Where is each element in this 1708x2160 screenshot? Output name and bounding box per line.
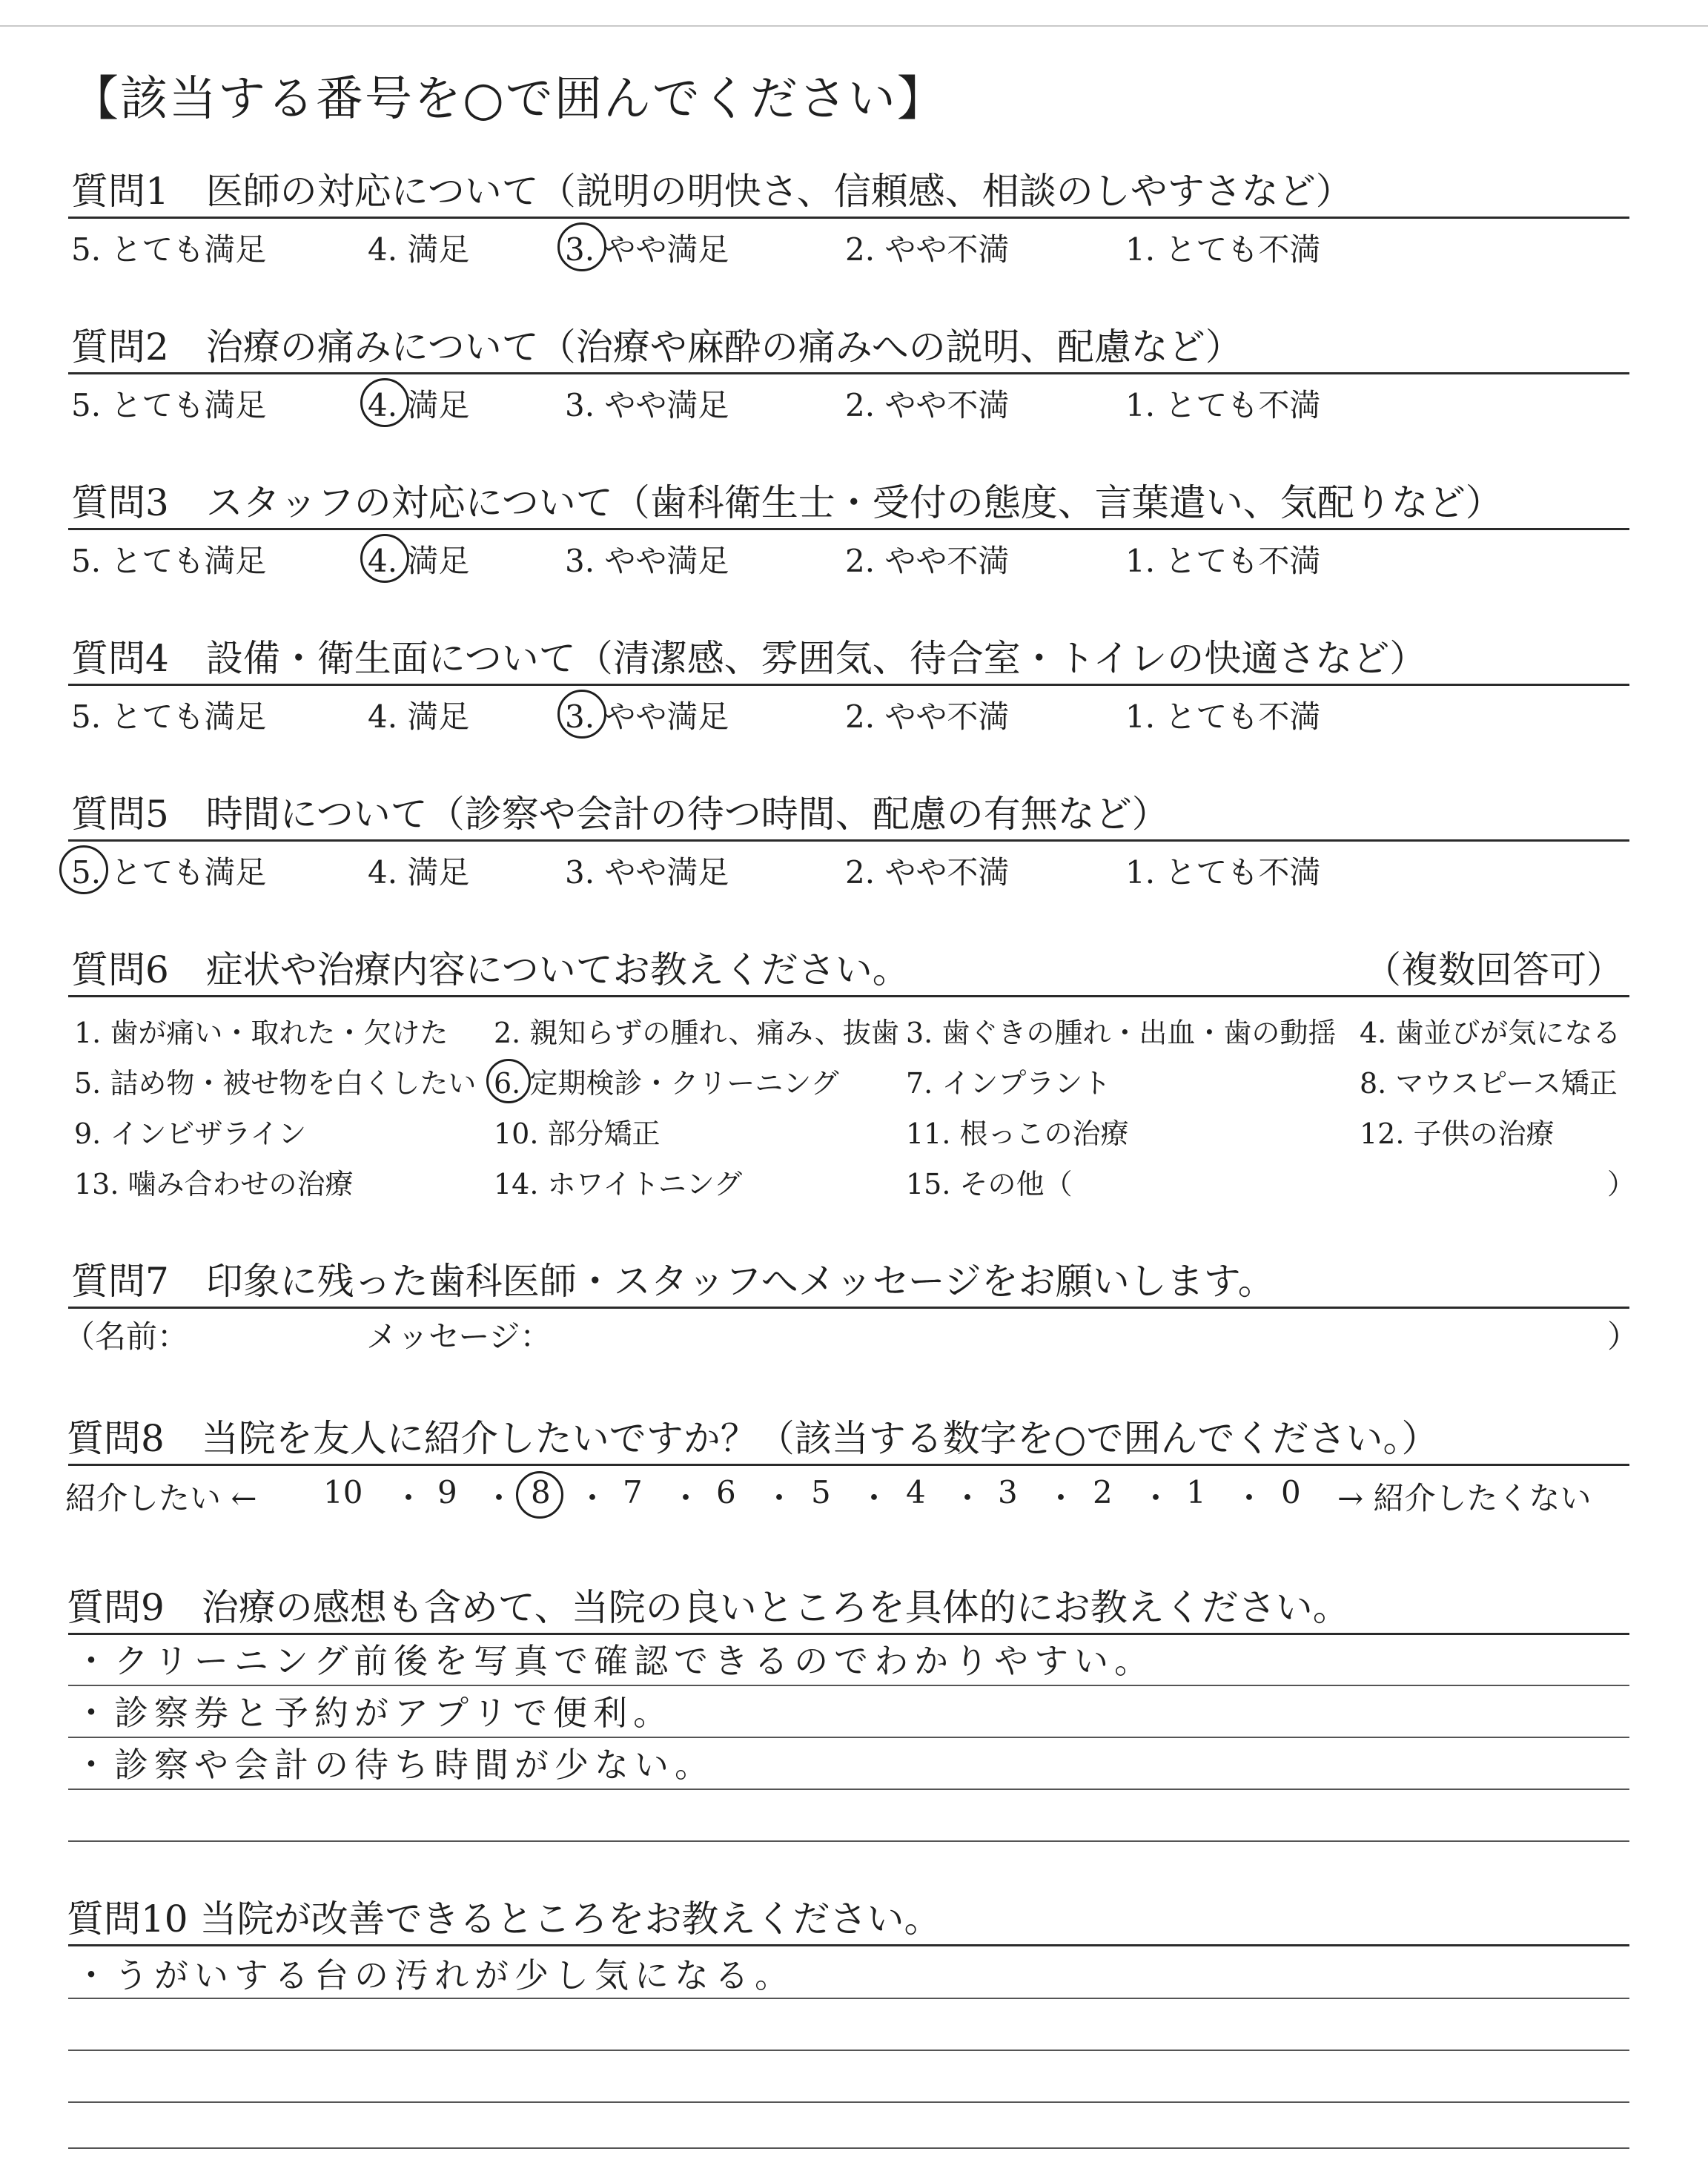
- q4-title: 質問4 設備・衛生面について（清潔感、雰囲気、待合室・トイレの快適さなど）: [71, 637, 1427, 680]
- q8-scale-6[interactable]: 6: [716, 1474, 736, 1510]
- q1-option-5[interactable]: 5. とても満足: [71, 231, 267, 268]
- q10-write-line: [68, 1998, 1629, 1999]
- q8-scale-3[interactable]: 3: [998, 1474, 1018, 1510]
- instruction-heading: 【該当する番号を○で囲んでください】: [71, 72, 946, 127]
- q5-rule: [68, 839, 1629, 842]
- q6-option-9[interactable]: 9. インビザライン: [74, 1117, 307, 1150]
- q6-option-14[interactable]: 14. ホワイトニング: [494, 1168, 743, 1200]
- q6-title: 質問6 症状や治療内容についてお教えください。: [71, 948, 910, 991]
- q6-option-6[interactable]: 6. 定期検診・クリーニング: [494, 1067, 839, 1100]
- q7-rule: [68, 1307, 1629, 1309]
- q2-selected-circle: [360, 378, 409, 427]
- q8-scale-0[interactable]: 0: [1281, 1474, 1301, 1510]
- q1-option-1[interactable]: 1. とても不満: [1125, 231, 1321, 268]
- q6-selected-circle: [486, 1059, 531, 1103]
- q8-separator: ・: [1045, 1480, 1077, 1516]
- q6-rule: [68, 995, 1629, 997]
- q8-separator: ・: [393, 1480, 425, 1516]
- q4-option-2[interactable]: 2. やや不満: [845, 698, 1010, 735]
- q1-rule: [68, 217, 1629, 219]
- q8-scale-2[interactable]: 2: [1093, 1474, 1113, 1510]
- q8-scale-10[interactable]: 10: [323, 1474, 363, 1510]
- q4-option-1[interactable]: 1. とても不満: [1125, 698, 1321, 735]
- q6-option-1[interactable]: 1. 歯が痛い・取れた・欠けた: [74, 1017, 448, 1049]
- page-top-edge: [0, 0, 1708, 27]
- q3-title: 質問3 スタッフの対応について（歯科衛生士・受付の態度、言葉遣い、気配りなど）: [71, 481, 1503, 524]
- q8-scale-7[interactable]: 7: [623, 1474, 643, 1510]
- q8-separator: ・: [577, 1480, 609, 1516]
- q1-title: 質問1 医師の対応について（説明の明快さ、信頼感、相談のしやすさなど）: [71, 170, 1353, 213]
- q9-answer-2: ・診察券と予約がアプリで便利。: [74, 1693, 674, 1733]
- q3-option-1[interactable]: 1. とても不満: [1125, 543, 1321, 579]
- q7-name-label: （名前：: [64, 1318, 189, 1355]
- q8-separator: ・: [858, 1480, 890, 1516]
- q9-write-line: [68, 1840, 1629, 1842]
- q2-option-1[interactable]: 1. とても不満: [1125, 387, 1321, 423]
- q10-write-line: [68, 2050, 1629, 2051]
- q6-option-11[interactable]: 11. 根っこの治療: [906, 1117, 1129, 1150]
- q3-option-3[interactable]: 3. やや満足: [565, 543, 729, 579]
- q1-option-2[interactable]: 2. やや不満: [845, 231, 1010, 268]
- q1-option-3[interactable]: 3. やや満足: [565, 231, 729, 268]
- q3-option-4[interactable]: 4. 満足: [368, 543, 470, 579]
- q10-title: 質問10 当院が改善できるところをお教えください。: [67, 1898, 941, 1941]
- q5-option-2[interactable]: 2. やや不満: [845, 854, 1010, 891]
- q8-separator: ・: [764, 1480, 795, 1516]
- q6-other-close: ）: [1607, 1168, 1636, 1200]
- q8-scale-9[interactable]: 9: [437, 1474, 457, 1510]
- q5-option-5[interactable]: 5. とても満足: [71, 854, 267, 891]
- q8-right-label: → 紹介したくない: [1337, 1480, 1592, 1516]
- q1-option-4[interactable]: 4. 満足: [368, 231, 470, 268]
- q8-selected-circle: [516, 1471, 563, 1519]
- q9-answer-1: ・クリーニング前後を写真で確認できるのでわかりやすい。: [74, 1641, 1155, 1681]
- q8-separator: ・: [1234, 1480, 1265, 1516]
- q2-option-3[interactable]: 3. やや満足: [565, 387, 729, 423]
- q10-answer-1: ・うがいする台の汚れが少し気になる。: [74, 1955, 795, 1995]
- q6-option-3[interactable]: 3. 歯ぐきの腫れ・出血・歯の動揺: [906, 1017, 1337, 1049]
- q8-scale-8[interactable]: 8: [531, 1474, 551, 1510]
- q1-selected-circle: [557, 222, 606, 271]
- q8-rule: [68, 1464, 1629, 1466]
- q3-option-2[interactable]: 2. やや不満: [845, 543, 1010, 579]
- q6-option-13[interactable]: 13. 噛み合わせの治療: [74, 1168, 354, 1200]
- q6-option-4[interactable]: 4. 歯並びが気になる: [1360, 1017, 1621, 1049]
- q8-separator: ・: [1140, 1480, 1172, 1516]
- q9-answer-3: ・診察や会計の待ち時間が少ない。: [74, 1745, 715, 1785]
- q6-option-8[interactable]: 8. マウスピース矯正: [1360, 1067, 1618, 1100]
- q10-write-line: [68, 2101, 1629, 2103]
- q7-close: ）: [1607, 1318, 1639, 1355]
- q9-title: 質問9 治療の感想も含めて、当院の良いところを具体的にお教えください。: [67, 1586, 1350, 1629]
- q3-selected-circle: [360, 534, 409, 583]
- q8-scale-1[interactable]: 1: [1186, 1474, 1206, 1510]
- q6-option-2[interactable]: 2. 親知らずの腫れ、痛み、抜歯: [494, 1017, 899, 1049]
- q2-title: 質問2 治療の痛みについて（治療や麻酔の痛みへの説明、配慮など）: [71, 326, 1242, 369]
- q8-scale-4[interactable]: 4: [906, 1474, 926, 1510]
- q7-title: 質問7 印象に残った歯科医師・スタッフへメッセージをお願いします。: [71, 1260, 1275, 1303]
- q2-option-5[interactable]: 5. とても満足: [71, 387, 267, 423]
- q6-option-12[interactable]: 12. 子供の治療: [1360, 1117, 1555, 1150]
- q8-left-label: 紹介したい ←: [65, 1480, 257, 1516]
- q8-separator: ・: [952, 1480, 984, 1516]
- q5-option-4[interactable]: 4. 満足: [368, 854, 470, 891]
- q6-option-5[interactable]: 5. 詰め物・被せ物を白くしたい: [74, 1067, 477, 1100]
- q5-selected-circle: [59, 845, 108, 894]
- q9-write-line: [68, 1789, 1629, 1790]
- q6-note: （複数回答可）: [1364, 948, 1623, 991]
- q5-option-3[interactable]: 3. やや満足: [565, 854, 729, 891]
- q5-option-1[interactable]: 1. とても不満: [1125, 854, 1321, 891]
- q10-rule: [68, 1944, 1629, 1946]
- q7-message-label: メッセージ：: [366, 1318, 552, 1355]
- q2-option-4[interactable]: 4. 満足: [368, 387, 470, 423]
- q6-option-15[interactable]: 15. その他（: [906, 1168, 1073, 1200]
- q4-option-5[interactable]: 5. とても満足: [71, 698, 267, 735]
- q2-rule: [68, 372, 1629, 374]
- q8-separator: ・: [670, 1480, 702, 1516]
- q8-separator: ・: [483, 1480, 515, 1516]
- q8-scale-5[interactable]: 5: [811, 1474, 831, 1510]
- q5-title: 質問5 時間について（診察や会計の待つ時間、配慮の有無など）: [71, 793, 1169, 836]
- q2-option-2[interactable]: 2. やや不満: [845, 387, 1010, 423]
- q3-rule: [68, 528, 1629, 530]
- q4-rule: [68, 684, 1629, 686]
- q4-option-4[interactable]: 4. 満足: [368, 698, 470, 735]
- q4-option-3[interactable]: 3. やや満足: [565, 698, 729, 735]
- q10-write-line: [68, 2147, 1629, 2149]
- q6-option-7[interactable]: 7. インプラント: [906, 1067, 1111, 1100]
- q3-option-5[interactable]: 5. とても満足: [71, 543, 267, 579]
- q6-option-10[interactable]: 10. 部分矯正: [494, 1117, 661, 1150]
- q4-selected-circle: [557, 690, 606, 739]
- q8-title: 質問8 当院を友人に紹介したいですか？（該当する数字を○で囲んでください。）: [67, 1417, 1439, 1460]
